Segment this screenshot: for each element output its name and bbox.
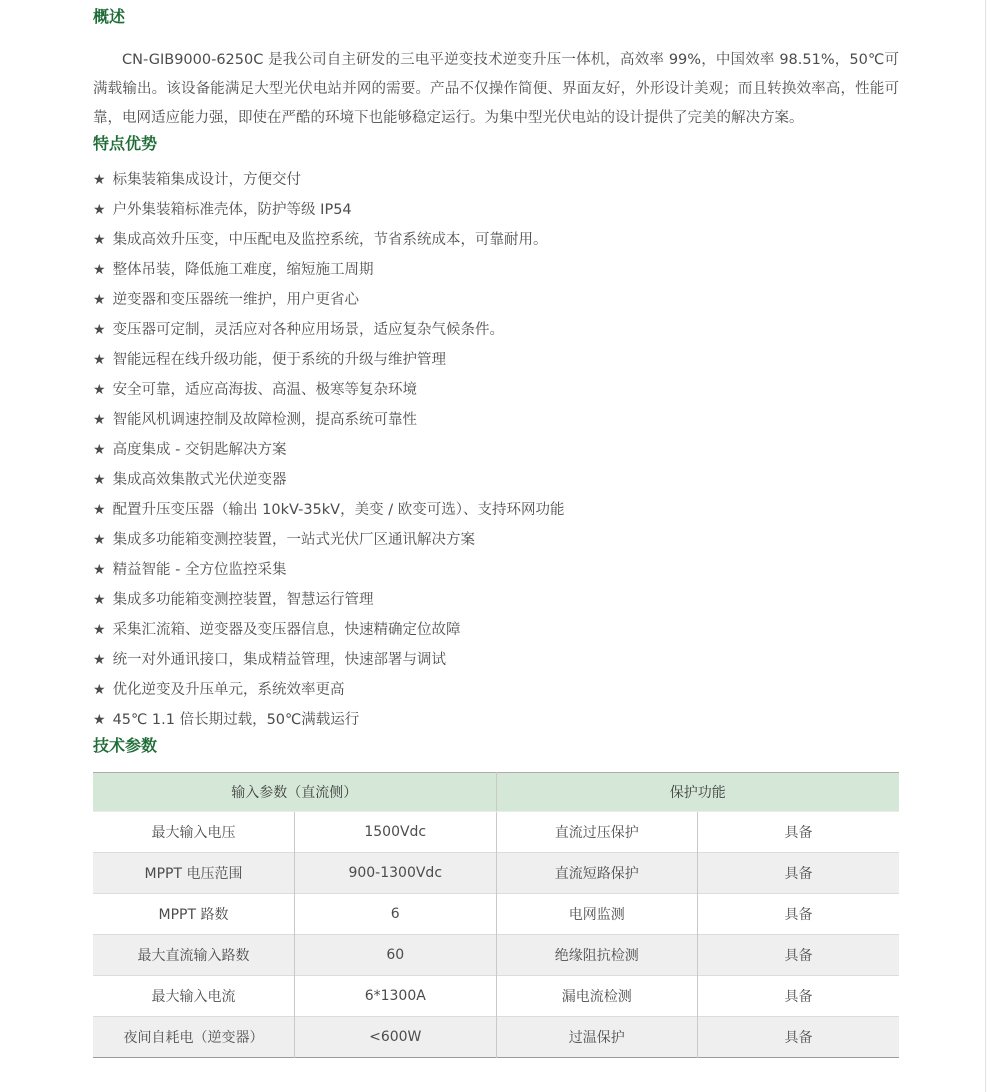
feature-text: 集成高效集散式光伏逆变器	[112, 472, 287, 488]
star-bullet-icon: ★	[93, 232, 106, 248]
star-bullet-icon: ★	[93, 202, 106, 218]
star-bullet-icon: ★	[93, 172, 106, 188]
spec-cell: 具备	[698, 853, 900, 894]
overview-section	[93, 6, 899, 133]
feature-text: 集成多功能箱变测控装置，智慧运行管理	[112, 592, 374, 608]
specs-header-input-params: 输入参数（直流侧）	[93, 773, 496, 812]
spec-table-row	[93, 935, 899, 976]
star-bullet-icon: ★	[93, 352, 106, 368]
spec-cell: 过温保护	[496, 1017, 698, 1058]
feature-text: 智能远程在线升级功能，便于系统的升级与维护管理	[112, 352, 447, 368]
star-bullet-icon: ★	[93, 262, 106, 278]
spec-cell: MPPT 路数	[93, 894, 295, 935]
spec-cell: 具备	[698, 1017, 900, 1058]
spec-cell: 具备	[698, 935, 900, 976]
feature-text: 标集装箱集成设计，方便交付	[112, 172, 302, 188]
spec-cell: 900-1300Vdc	[295, 853, 497, 894]
feature-text: 智能风机调速控制及故障检测，提高系统可靠性	[112, 412, 418, 428]
specs-heading: 技术参数	[93, 736, 158, 755]
star-bullet-icon: ★	[93, 622, 106, 638]
feature-item	[93, 705, 899, 735]
star-bullet-icon: ★	[93, 682, 106, 698]
star-bullet-icon: ★	[93, 412, 106, 428]
spec-table-row	[93, 812, 899, 853]
star-bullet-icon: ★	[93, 592, 106, 608]
specs-section	[93, 735, 899, 1058]
feature-item	[93, 375, 899, 405]
specs-table	[93, 772, 899, 1058]
feature-item	[93, 165, 899, 195]
feature-text: 优化逆变及升压单元，系统效率更高	[112, 682, 345, 698]
overview-heading: 概述	[93, 7, 126, 26]
feature-item	[93, 195, 899, 225]
specs-header-protection: 保护功能	[496, 773, 899, 812]
spec-cell: 直流过压保护	[496, 812, 698, 853]
spec-cell: 最大输入电压	[151, 825, 236, 841]
feature-text: 集成多功能箱变测控装置，一站式光伏厂区通讯解决方案	[112, 532, 476, 548]
features-section	[93, 133, 899, 735]
feature-text: 集成高效升压变，中压配电及监控系统，节省系统成本，可靠耐用。	[112, 232, 548, 248]
star-bullet-icon: ★	[93, 502, 106, 518]
feature-item	[93, 525, 899, 555]
features-list	[93, 165, 899, 735]
spec-cell: 直流短路保护	[496, 853, 698, 894]
feature-text: 45℃ 1.1 倍长期过载，50℃满载运行	[112, 712, 360, 728]
spec-cell: 1500Vdc	[295, 812, 497, 853]
star-bullet-icon: ★	[93, 322, 106, 338]
specs-header-row	[93, 773, 899, 812]
feature-text: 采集汇流箱、逆变器及变压器信息，快速精确定位故障	[112, 622, 461, 638]
feature-text: 户外集装箱标准壳体，防护等级 IP54	[112, 202, 352, 218]
feature-item	[93, 255, 899, 285]
spec-cell: MPPT 电压范围	[93, 853, 295, 894]
star-bullet-icon: ★	[93, 712, 106, 728]
feature-text: 高度集成 - 交钥匙解决方案	[112, 442, 287, 458]
feature-text: 整体吊装，降低施工难度，缩短施工周期	[112, 262, 374, 278]
feature-text: 安全可靠，适应高海拔、高温、极寒等复杂环境	[112, 382, 418, 398]
star-bullet-icon: ★	[93, 652, 106, 668]
star-bullet-icon: ★	[93, 562, 106, 578]
feature-text: 精益智能 - 全方位监控采集	[112, 562, 287, 578]
feature-text: 配置升压变压器（输出 10kV-35kV，美变 / 欧变可选）、支持环网功能	[112, 502, 565, 518]
feature-item	[93, 465, 899, 495]
star-bullet-icon: ★	[93, 472, 106, 488]
feature-item	[93, 225, 899, 255]
spec-cell: 最大直流输入路数	[93, 935, 295, 976]
feature-text: 统一对外通讯接口，集成精益管理，快速部署与调试	[112, 652, 447, 668]
spec-cell: 具备	[698, 812, 900, 853]
spec-table-row	[93, 1017, 899, 1058]
feature-item	[93, 435, 899, 465]
feature-item	[93, 345, 899, 375]
feature-item	[93, 285, 899, 315]
spec-table-row	[93, 853, 899, 894]
feature-item	[93, 555, 899, 585]
overview-paragraph: CN-GIB9000-6250C 是我公司自主研发的三电平逆变技术逆变升压一体机，高效率 99%，中国效率 98.51%，50℃可满载输出。该设备能满足大型光伏电站并网的需要。产品不仅操作简便、界面友好，外形设计美观；而且转换效率高，性能可靠，电网适应能力强，即使在严酷的环境下也能够稳定运行。为集中型光伏电站的设计提供了完美的解决方案。	[93, 52, 899, 126]
spec-cell: 最大输入电流	[93, 976, 295, 1017]
page-edge-divider	[985, 0, 986, 1092]
spec-cell: 6	[295, 894, 497, 935]
feature-item	[93, 615, 899, 645]
feature-item	[93, 315, 899, 345]
spec-table-row	[93, 894, 899, 935]
feature-text: 逆变器和变压器统一维护，用户更省心	[112, 292, 360, 308]
star-bullet-icon: ★	[93, 532, 106, 548]
spec-table-row	[93, 976, 899, 1017]
star-bullet-icon: ★	[93, 442, 106, 458]
spec-cell: 电网监测	[496, 894, 698, 935]
spec-cell: 具备	[698, 894, 900, 935]
spec-cell: 6*1300A	[295, 976, 497, 1017]
feature-item	[93, 405, 899, 435]
feature-item	[93, 495, 899, 525]
spec-cell: 具备	[698, 976, 900, 1017]
feature-text: 变压器可定制，灵活应对各种应用场景，适应复杂气候条件。	[112, 322, 505, 338]
feature-item	[93, 675, 899, 705]
features-heading: 特点优势	[93, 134, 158, 153]
spec-cell: 绝缘阻抗检测	[496, 935, 698, 976]
star-bullet-icon: ★	[93, 292, 106, 308]
feature-item	[93, 585, 899, 615]
star-bullet-icon: ★	[93, 382, 106, 398]
feature-item	[93, 645, 899, 675]
spec-cell: 夜间自耗电（逆变器）	[93, 1017, 295, 1058]
spec-cell: 漏电流检测	[496, 976, 698, 1017]
spec-cell: <600W	[295, 1017, 497, 1058]
spec-cell: 60	[295, 935, 497, 976]
